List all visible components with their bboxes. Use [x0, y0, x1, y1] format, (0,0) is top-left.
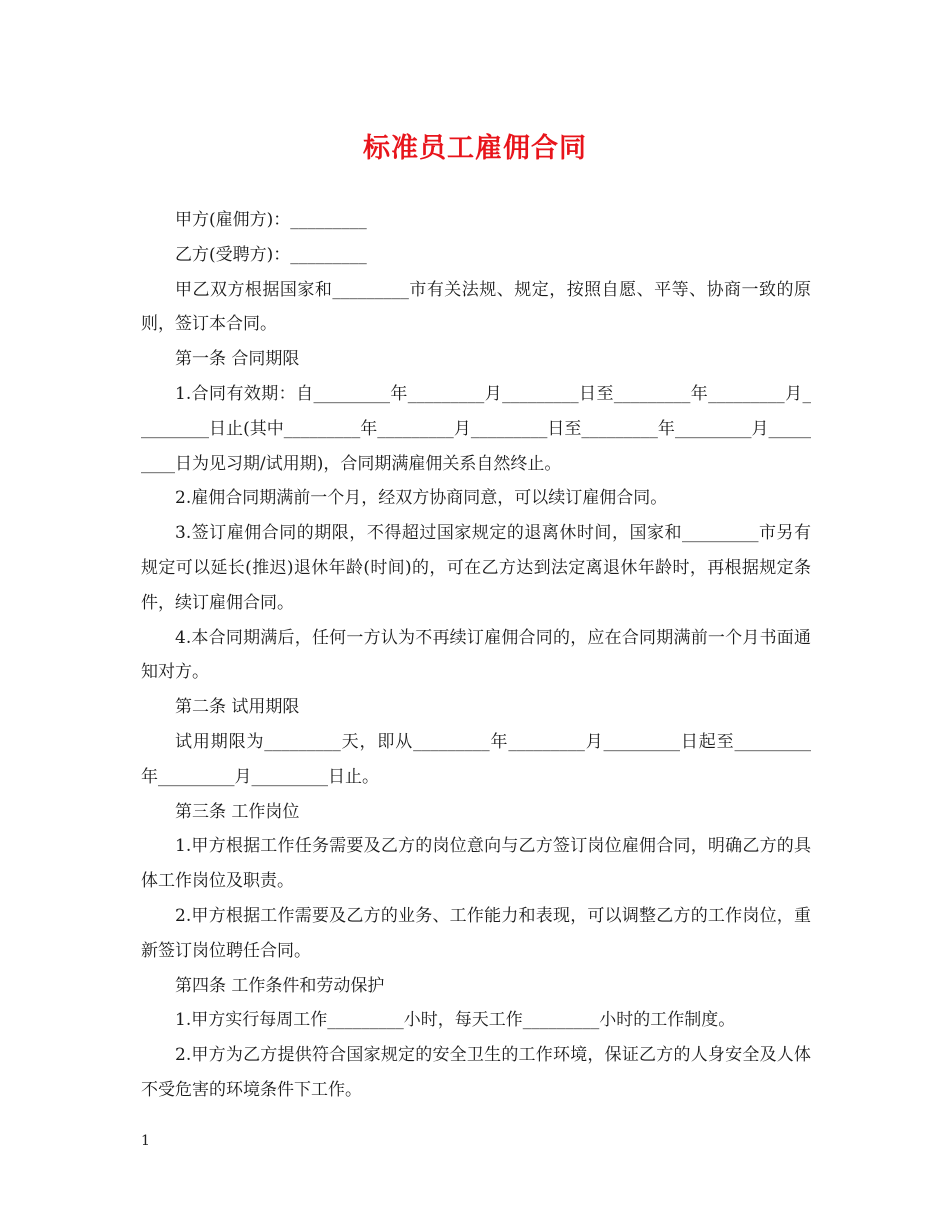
article-1-heading: 第一条 合同期限: [175, 349, 300, 370]
article-3-heading: 第三条 工作岗位: [175, 801, 300, 822]
preamble-paragraph: 甲乙双方根据国家和_________市有关法规、规定，按照自愿、平等、协商一致的原则，签订本合同。: [141, 279, 811, 335]
article-4-heading: 第四条 工作条件和劳动保护: [175, 975, 385, 996]
party-b-line: 乙方(受聘方)：_________: [175, 244, 367, 265]
page-number: 1: [141, 1133, 150, 1149]
article-3-clause-2: 2.甲方根据工作需要及乙方的业务、工作能力和表现，可以调整乙方的工作岗位，重新签订岗位聘任合同。: [141, 905, 811, 961]
party-a-line: 甲方(雇佣方)：_________: [175, 210, 367, 230]
article-4-clause-1: 1.甲方实行每周工作_________小时，每天工作_________小时的工作制度。: [175, 1010, 736, 1031]
document-body: [141, 203, 811, 1108]
article-1-clause-2: 2.雇佣合同期满前一个月，经双方协商同意，可以续订雇佣合同。: [175, 488, 668, 509]
article-2-clause: 试用期限为_________天，即从_________年_________月_________日起至_________年_________月_________日止。: [141, 731, 811, 787]
document-title: 标准员工雇佣合同: [363, 133, 587, 164]
article-1-clause-4: 4.本合同期满后，任何一方认为不再续订雇佣合同的，应在合同期满前一个月书面通知对方。: [141, 627, 811, 683]
article-1-clause-3: 3.签订雇佣合同的期限，不得超过国家规定的退离休时间，国家和_________市另有规定可以延长(推迟)退休年龄(时间)的，可在乙方达到法定离退休年龄时，再根据规定条件，续订雇佣合同。: [141, 523, 811, 613]
article-3-clause-1: 1.甲方根据工作任务需要及乙方的岗位意向与乙方签订岗位雇佣合同，明确乙方的具体工作岗位及职责。: [141, 836, 811, 892]
article-2-heading: 第二条 试用期限: [175, 697, 300, 718]
article-1-clause-1: 1.合同有效期：自_________年_________月_________日至_________年_________月_________日止(其中_________年_________月_________日至_________年_________月_________日为见习期/试用期)，合同期满雇佣关系自然终止。: [141, 383, 811, 474]
article-4-clause-2: 2.甲方为乙方提供符合国家规定的安全卫生的工作环境，保证乙方的人身安全及人体不受危害的环境条件下工作。: [141, 1045, 811, 1100]
